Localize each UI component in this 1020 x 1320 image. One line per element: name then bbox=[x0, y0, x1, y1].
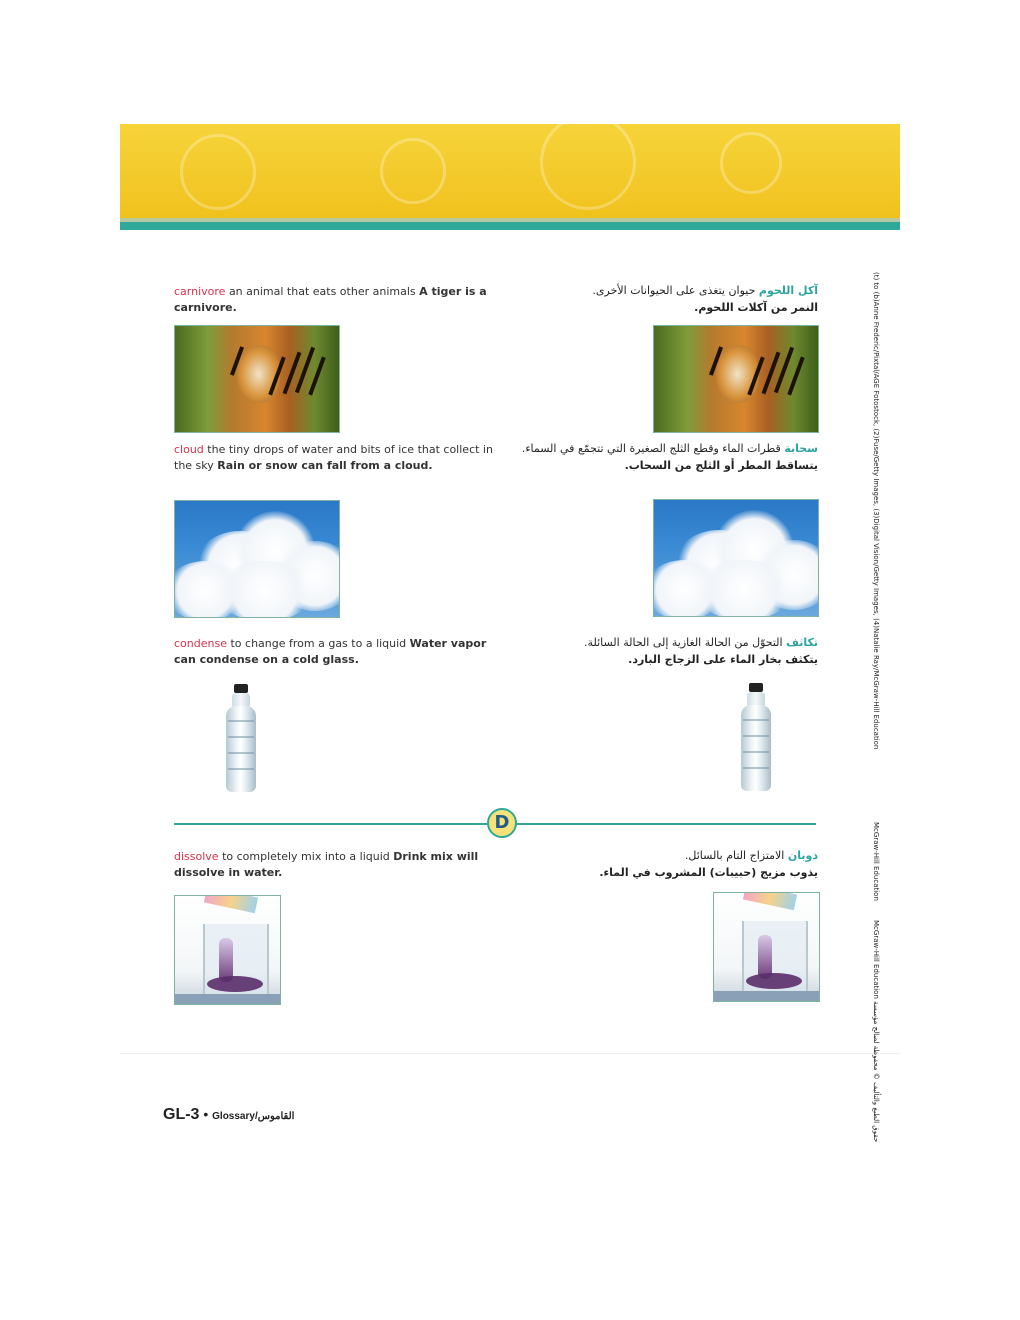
definition: to completely mix into a liquid bbox=[222, 850, 390, 863]
definition: قطرات الماء وقطع الثلج الصغيرة التي تتجمّع في السماء. bbox=[521, 442, 781, 455]
term: تكاثف bbox=[786, 636, 818, 649]
water-bottle-image bbox=[226, 684, 256, 792]
header-banner bbox=[120, 124, 900, 218]
banner-stripe bbox=[120, 222, 900, 230]
banner-circle-shape bbox=[180, 134, 256, 210]
example: النمر من آكلات اللحوم. bbox=[694, 301, 818, 314]
entry-cloud-ar bbox=[520, 440, 818, 474]
water-bottle-image bbox=[741, 683, 771, 791]
banner-circle-shape bbox=[720, 132, 782, 194]
photo-credit: (t) to (b)Anne Frederic/Pixtal/AGE Fotostock, (2)Fuse/Getty Images, (3)Digital Vision/Getty Images, (4)Natalie Ray/McGraw-Hill Education bbox=[872, 272, 880, 750]
term: cloud bbox=[174, 443, 204, 456]
entry-dissolve-ar bbox=[520, 847, 818, 881]
tiger-image bbox=[653, 325, 819, 433]
tiger-image bbox=[174, 325, 340, 433]
entry-carnivore-ar bbox=[520, 282, 818, 316]
example: Drink mix will dissolve in water. bbox=[174, 850, 479, 879]
definition: the tiny drops of water and bits of ice that collect in the sky bbox=[174, 443, 493, 472]
term: condense bbox=[174, 637, 227, 650]
footer-title: Glossary/القاموس bbox=[212, 1111, 295, 1122]
definition: an animal that eats other animals bbox=[228, 285, 416, 298]
example: يتساقط المطر أو الثلج من السحاب. bbox=[624, 459, 818, 472]
example: يتكثف بخار الماء على الزجاج البارد. bbox=[628, 653, 818, 666]
section-letter: D bbox=[487, 808, 517, 838]
example: Water vapor can condense on a cold glass. bbox=[174, 637, 487, 666]
publisher-credit: McGraw-Hill Education bbox=[872, 822, 880, 901]
drink-mix-glass-image bbox=[174, 895, 281, 1005]
footer-bullet: • bbox=[203, 1106, 209, 1122]
page-number: GL-3 bbox=[163, 1106, 200, 1123]
term: ذوبان bbox=[787, 849, 818, 862]
cloud-image bbox=[653, 499, 819, 617]
entry-condense-en bbox=[174, 636, 494, 668]
entry-carnivore-en bbox=[174, 284, 494, 316]
definition: حيوان يتغذى على الحيوانات الأخرى. bbox=[592, 284, 756, 297]
definition: الامتزاج التام بالسائل. bbox=[684, 849, 785, 862]
entry-dissolve-en bbox=[174, 849, 494, 881]
example: A tiger is a carnivore. bbox=[174, 285, 487, 314]
example: يذوب مزيج (حبيبات) المشروب في الماء. bbox=[599, 866, 818, 879]
page-footer bbox=[163, 1106, 294, 1124]
banner-circle-shape bbox=[540, 124, 636, 210]
definition: التحوّل من الحالة الغازية إلى الحالة السائلة. bbox=[584, 636, 783, 649]
cloud-image bbox=[174, 500, 340, 618]
term: آكل اللحوم bbox=[758, 284, 818, 297]
example: Rain or snow can fall from a cloud. bbox=[217, 459, 433, 472]
term: سحابة bbox=[784, 442, 818, 455]
term: carnivore bbox=[174, 285, 226, 298]
definition: to change from a gas to a liquid bbox=[230, 637, 407, 650]
term: dissolve bbox=[174, 850, 219, 863]
footer-rule bbox=[120, 1053, 900, 1054]
entry-cloud-en bbox=[174, 442, 494, 474]
entry-condense-ar bbox=[520, 634, 818, 668]
drink-mix-glass-image bbox=[713, 892, 820, 1002]
banner-circle-shape bbox=[380, 138, 446, 204]
rights-credit: حقوق الطبع والتأليف © محفوظة لصالح مؤسسة McGraw-Hill Education bbox=[872, 920, 880, 1143]
